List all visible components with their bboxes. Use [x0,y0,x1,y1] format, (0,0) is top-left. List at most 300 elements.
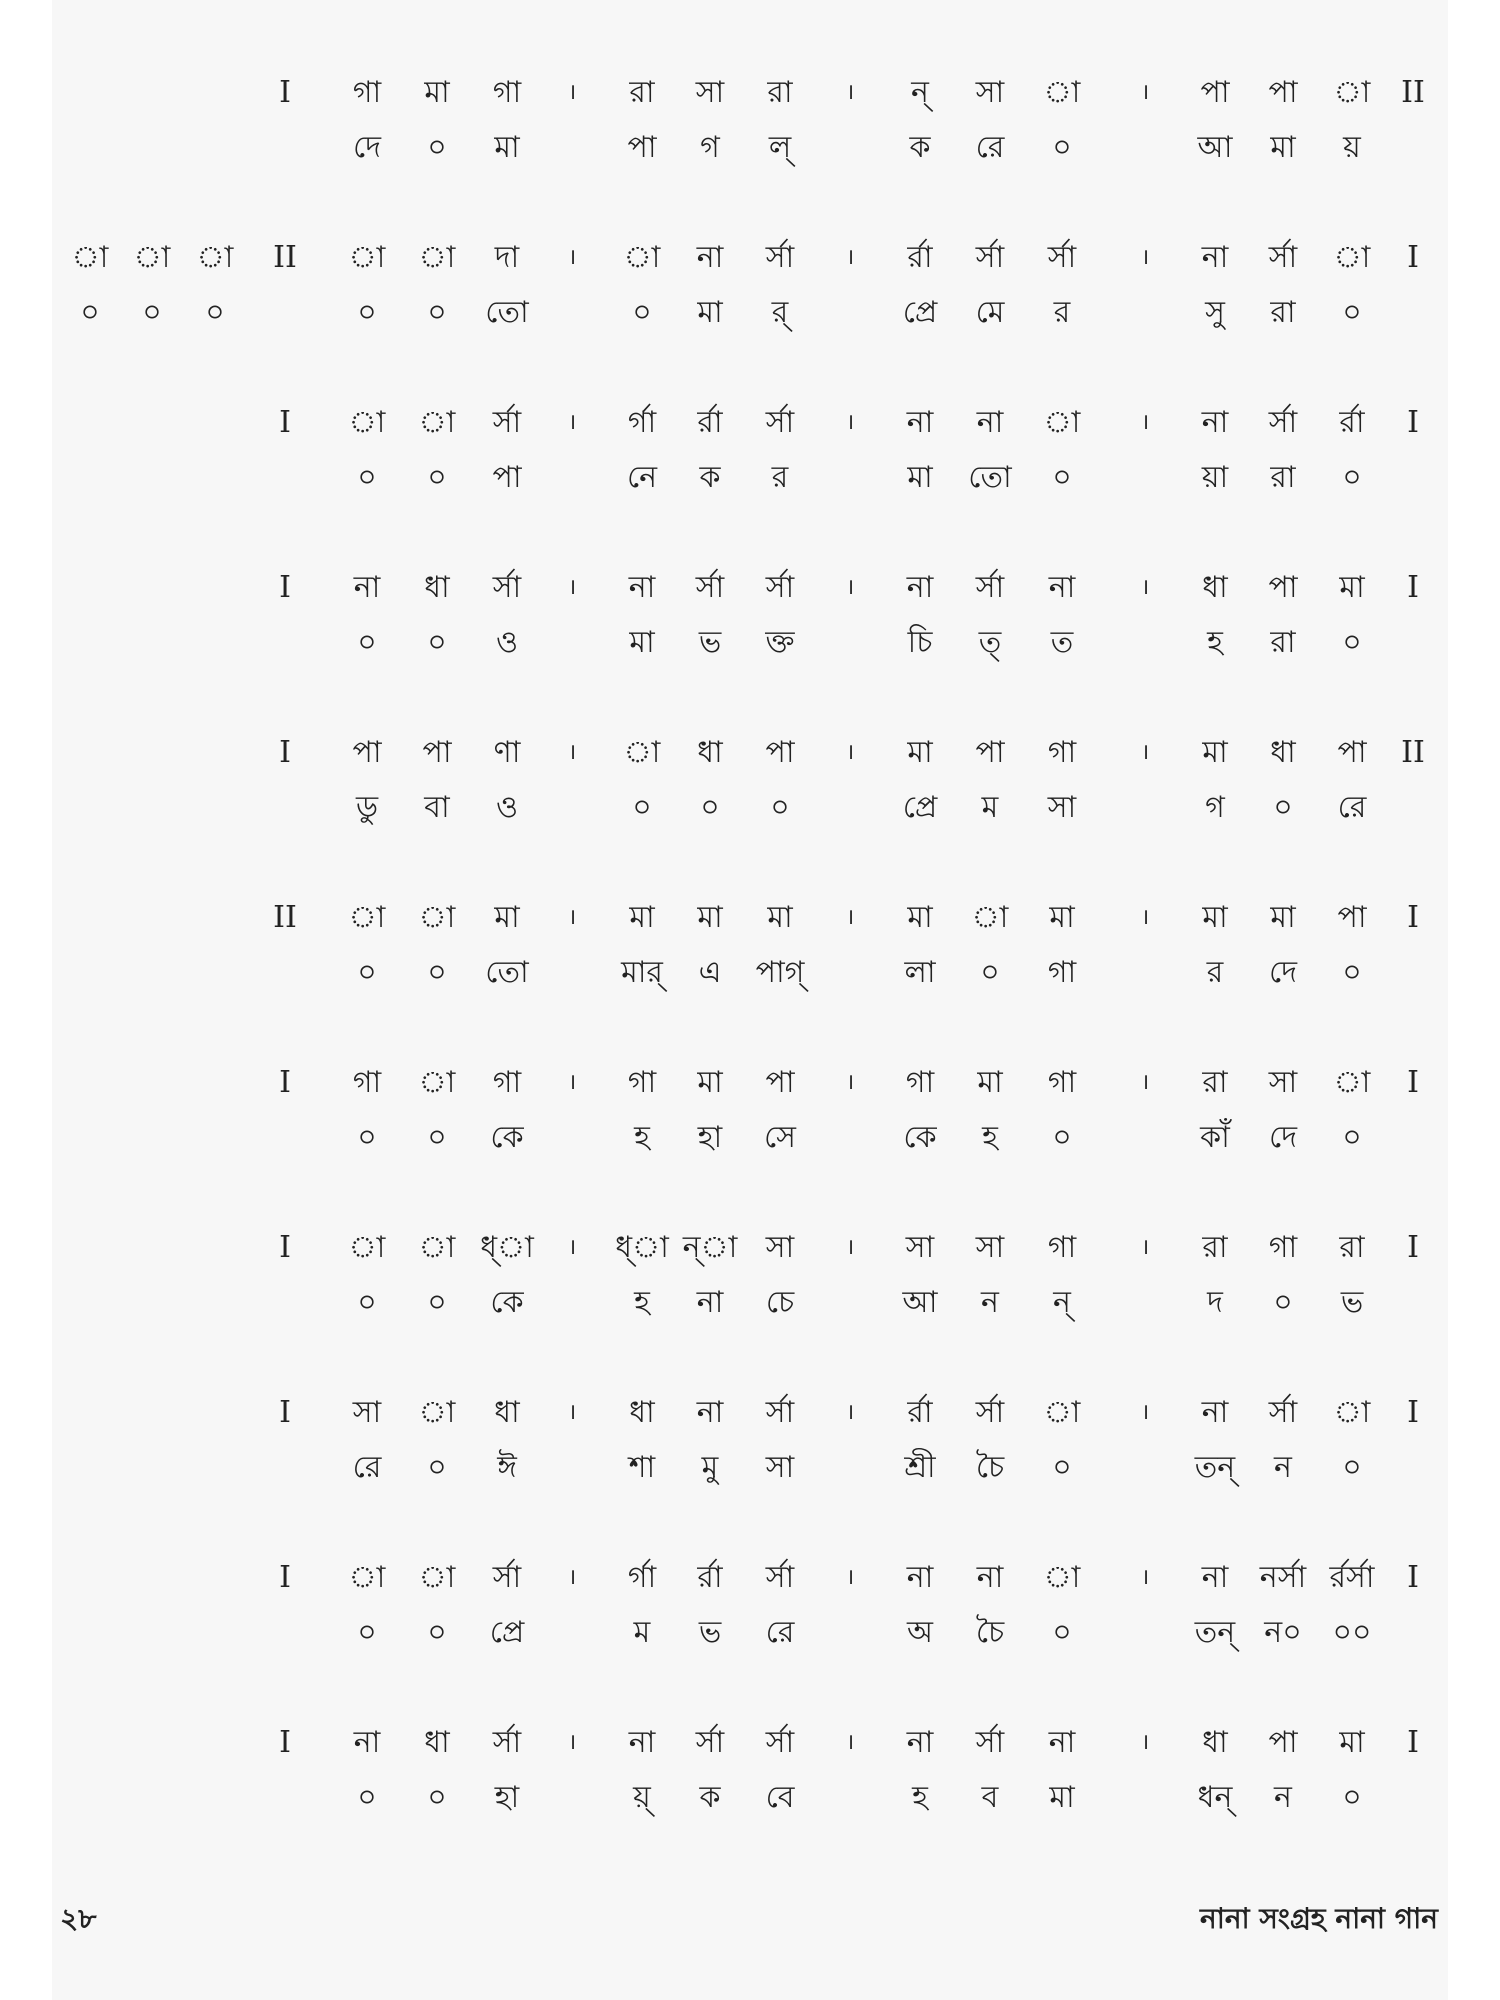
swara-note: গা [352,75,382,110]
lyric-syllable: ০ [357,1615,377,1650]
swara-note: র্সা [975,240,1005,275]
lyric-line [0,285,1500,341]
beat-divider: । [845,1235,855,1260]
lyric-syllable: নে [626,460,658,495]
bar-line: I [279,1395,291,1430]
beat-divider: । [1140,410,1150,435]
swara-note: না [1048,1725,1076,1760]
swara-note: মা [629,900,655,935]
lyric-syllable: রে [765,1615,795,1650]
lyric-syllable: মার্ [621,955,663,990]
swara-note: র্সা [765,570,795,605]
lyric-line [0,1110,1500,1166]
lyric-syllable: সে [764,1120,796,1155]
swara-note: পা [1337,735,1367,770]
swara-note: গা [1047,735,1077,770]
bar-line: I [279,1725,291,1760]
lyric-syllable: সা [1047,790,1077,825]
lyric-syllable: ০ [1273,790,1293,825]
swara-note: র্সা [975,1725,1005,1760]
swara-note: র্সা [975,570,1005,605]
beat-divider: । [567,905,577,930]
lyric-syllable: ০ [427,130,447,165]
swara-note: পা [352,735,382,770]
swara-note: র্সা [492,570,522,605]
lyric-syllable: ক [699,460,721,495]
lyric-syllable: ০ [357,1120,377,1155]
lyric-syllable: র [1206,955,1224,990]
beat-divider: । [567,1400,577,1425]
lyric-syllable: হ [634,1285,650,1320]
bar-line: I [279,570,291,605]
notation-row [0,395,1500,505]
lyric-syllable: চৈ [975,1450,1005,1485]
lyric-syllable: রে [975,130,1005,165]
bar-line: II [273,900,297,935]
swara-note: া [348,1560,386,1595]
lyric-syllable: চে [765,1285,795,1320]
lyric-syllable: র [771,460,789,495]
bar-line: I [1407,1395,1419,1430]
swara-note: র্রা [1339,405,1365,440]
swara-note: গা [627,1065,657,1100]
swara-note: া [348,240,386,275]
swara-note: মা [977,1065,1003,1100]
lyric-syllable: সু [1205,295,1225,330]
swara-line [0,1385,1500,1441]
swara-line [0,1055,1500,1111]
beat-divider: । [845,80,855,105]
lyric-syllable: হা [697,1120,723,1155]
lyric-syllable: ন০ [1264,1615,1302,1650]
swara-note: া [1333,240,1371,275]
swara-note: া [418,900,456,935]
lyric-syllable: ০ [1342,1450,1362,1485]
lyric-syllable: না [696,1285,724,1320]
swara-note: না [1201,1395,1229,1430]
swara-note: র্সা [765,405,795,440]
swara-note: র্সা [765,1725,795,1760]
lyric-syllable: ০ [427,1285,447,1320]
swara-note: ণা [493,735,521,770]
lyric-syllable: গা [1047,955,1077,990]
lyric-syllable: রা [1270,295,1296,330]
swara-note: া [1333,1065,1371,1100]
lyric-syllable: রে [352,1450,382,1485]
lyric-syllable: ভ [698,1615,722,1650]
swara-note: া [971,900,1009,935]
lyric-line [0,1770,1500,1826]
swara-note: দা [494,240,520,275]
bar-line: I [1407,1725,1419,1760]
lyric-syllable: ০ [142,295,162,330]
lyric-syllable: ত্ [978,625,1002,660]
lyric-syllable: ন [981,1285,999,1320]
swara-note: া [1333,75,1371,110]
beat-divider: । [845,1730,855,1755]
swara-note: র্সা [765,1395,795,1430]
swara-note: না [976,1560,1004,1595]
lyric-syllable: ০ [980,955,1000,990]
swara-note: মা [767,900,793,935]
beat-divider: । [845,740,855,765]
swara-note: না [1201,1560,1229,1595]
lyric-syllable: তো [968,460,1012,495]
bar-line: II [1401,735,1425,770]
swara-note: না [906,405,934,440]
swara-note: া [418,1065,456,1100]
lyric-syllable: ল্ [768,130,792,165]
lyric-syllable: ০ [427,295,447,330]
bar-line: II [273,240,297,275]
swara-note: সা [695,75,725,110]
beat-divider: । [1140,740,1150,765]
swara-note: পা [1268,570,1298,605]
lyric-syllable: ০ [632,295,652,330]
notation-row [0,560,1500,670]
lyric-syllable: মা [494,130,520,165]
lyric-syllable: ক [699,1780,721,1815]
lyric-syllable: মা [697,295,723,330]
lyric-syllable: রা [1270,625,1296,660]
swara-note: র্সা [695,1725,725,1760]
lyric-syllable: ০ [1342,1780,1362,1815]
lyric-line [0,120,1500,176]
lyric-syllable: ও [495,625,519,660]
swara-note: া [418,405,456,440]
swara-note: না [696,240,724,275]
swara-note: র্রর্সা [1329,1560,1375,1595]
swara-note: সা [1268,1065,1298,1100]
swara-line [0,890,1500,946]
swara-note: পা [1200,75,1230,110]
lyric-syllable: মে [975,295,1005,330]
swara-note: ধা [629,1395,655,1430]
lyric-syllable: তন্ [1194,1450,1236,1485]
lyric-syllable: মু [701,1450,719,1485]
beat-divider: । [567,1235,577,1260]
lyric-syllable: মা [1270,130,1296,165]
swara-note: না [906,1725,934,1760]
lyric-line [0,1440,1500,1496]
swara-note: া [1043,75,1081,110]
bar-line: I [1407,900,1419,935]
swara-note: মা [1049,900,1075,935]
beat-divider: । [567,1565,577,1590]
lyric-syllable: প্রে [489,1615,525,1650]
swara-note: া [1333,1395,1371,1430]
lyric-syllable: ন [1274,1780,1292,1815]
swara-note: া [418,1230,456,1265]
swara-note: র্রা [697,1560,723,1595]
lyric-line [0,615,1500,671]
notation-row [0,1055,1500,1165]
lyric-syllable: ০০ [1332,1615,1372,1650]
swara-note: গা [492,75,522,110]
lyric-syllable: হ [982,1120,998,1155]
beat-divider: । [567,1730,577,1755]
swara-note: পা [1268,1725,1298,1760]
swara-note: না [1201,405,1229,440]
lyric-syllable: তন্ [1194,1615,1236,1650]
swara-note: া [418,1395,456,1430]
beat-divider: । [845,410,855,435]
lyric-syllable: ০ [357,1780,377,1815]
lyric-syllable: আ [902,1285,938,1320]
swara-note: র্রা [907,1395,933,1430]
lyric-syllable: হা [494,1780,520,1815]
swara-note: র্সা [1047,240,1077,275]
swara-note: ন্া [682,1230,738,1265]
lyric-syllable: বা [424,790,450,825]
lyric-syllable: আ [1197,130,1233,165]
swara-note: না [1201,240,1229,275]
beat-divider: । [567,80,577,105]
notation-row [0,1550,1500,1660]
lyric-syllable: ধন্ [1197,1780,1233,1815]
swara-note: মা [907,900,933,935]
lyric-syllable: য়্ [633,1780,651,1815]
swara-note: না [628,1725,656,1760]
lyric-syllable: ডু [355,790,379,825]
lyric-syllable: ভ [1340,1285,1364,1320]
beat-divider: । [567,740,577,765]
beat-divider: । [1140,1235,1150,1260]
bar-line: I [279,735,291,770]
lyric-syllable: কে [903,1120,937,1155]
lyric-syllable: ০ [357,1285,377,1320]
swara-line [0,1550,1500,1606]
swara-note: া [348,405,386,440]
beat-divider: । [845,575,855,600]
bar-line: I [1407,570,1419,605]
notation-row [0,1715,1500,1825]
lyric-syllable: য় [1343,130,1361,165]
lyric-syllable: দে [353,130,381,165]
swara-note: র্সা [492,405,522,440]
lyric-syllable: হ [634,1120,650,1155]
bar-line: I [279,405,291,440]
lyric-syllable: ০ [770,790,790,825]
swara-note: না [976,405,1004,440]
lyric-line [0,945,1500,1001]
swara-note: মা [1202,735,1228,770]
swara-note: রা [767,75,793,110]
swara-note: গা [492,1065,522,1100]
swara-note: া [133,240,171,275]
swara-note: মা [1339,570,1365,605]
swara-note: ধা [494,1395,520,1430]
lyric-syllable: কে [490,1120,524,1155]
lyric-line [0,450,1500,506]
lyric-syllable: অ [907,1615,933,1650]
swara-line [0,560,1500,616]
bar-line: I [279,1065,291,1100]
beat-divider: । [845,245,855,270]
swara-note: ধা [1202,1725,1228,1760]
lyric-syllable: ০ [427,1780,447,1815]
beat-divider: । [845,1565,855,1590]
lyric-syllable: পা [627,130,657,165]
lyric-syllable: লা [904,955,936,990]
swara-line [0,1220,1500,1276]
lyric-syllable: ক [909,130,931,165]
lyric-syllable: ০ [427,625,447,660]
lyric-syllable: ০ [1052,1120,1072,1155]
swara-note: ধা [424,570,450,605]
beat-divider: । [1140,575,1150,600]
swara-note: না [353,1725,381,1760]
lyric-syllable: ম [633,1615,651,1650]
swara-note: র্সা [492,1560,522,1595]
swara-note: গা [1268,1230,1298,1265]
lyric-syllable: ০ [427,1615,447,1650]
swara-note: র্সা [1268,1395,1298,1430]
bar-line: I [279,75,291,110]
swara-note: া [348,900,386,935]
swara-note: া [71,240,109,275]
swara-note: পা [422,735,452,770]
lyric-syllable: রা [1270,460,1296,495]
beat-divider: । [1140,1730,1150,1755]
swara-note: রা [629,75,655,110]
bar-line: I [1407,405,1419,440]
lyric-syllable: ন্ [1053,1285,1071,1320]
lyric-syllable: ম [981,790,999,825]
lyric-syllable: ত [1050,625,1074,660]
lyric-syllable: ০ [632,790,652,825]
notation-row [0,65,1500,175]
lyric-syllable: প্রে [902,295,938,330]
swara-note: ধা [1202,570,1228,605]
bar-line: I [1407,1560,1419,1595]
lyric-syllable: কাঁ [1200,1120,1230,1155]
swara-note: সা [765,1230,795,1265]
beat-divider: । [845,1400,855,1425]
beat-divider: । [1140,1070,1150,1095]
lyric-syllable: ০ [427,1450,447,1485]
swara-note: গা [1047,1065,1077,1100]
swara-note: া [418,1560,456,1595]
lyric-syllable: ০ [357,625,377,660]
lyric-syllable: র্ [771,295,789,330]
lyric-syllable: গ [1205,790,1225,825]
lyric-syllable: র [1053,295,1071,330]
swara-note: রা [1339,1230,1365,1265]
lyric-syllable: ক্ত [765,625,795,660]
swara-note: মা [1339,1725,1365,1760]
lyric-syllable: চৈ [975,1615,1005,1650]
lyric-syllable: পাগ্ [755,955,805,990]
lyric-syllable: ০ [1273,1285,1293,1320]
lyric-syllable: ০ [357,460,377,495]
swara-note: গা [1047,1230,1077,1265]
swara-note: নর্সা [1259,1560,1307,1595]
swara-note: ধ্া [615,1230,669,1265]
bar-line: II [1401,75,1425,110]
swara-note: া [1043,1395,1081,1430]
beat-divider: । [845,1070,855,1095]
lyric-syllable: ০ [357,955,377,990]
lyric-syllable: ০ [205,295,225,330]
swara-note: র্রা [697,405,723,440]
lyric-syllable: রে [1337,790,1367,825]
lyric-syllable: ০ [80,295,100,330]
lyric-syllable: প্রে [902,790,938,825]
lyric-syllable: ০ [1342,1120,1362,1155]
lyric-syllable: ব [981,1780,999,1815]
lyric-syllable: ঈ [497,1450,517,1485]
lyric-syllable: ০ [427,955,447,990]
bar-line: I [279,1230,291,1265]
lyric-syllable: ০ [1052,1450,1072,1485]
swara-note: ধ্া [480,1230,534,1265]
lyric-syllable: ভ [698,625,722,660]
swara-note: র্রা [907,240,933,275]
swara-line [0,230,1500,286]
beat-divider: । [1140,1565,1150,1590]
swara-note: গা [352,1065,382,1100]
book-title: নানা সংগ্রহ নানা গান [1200,1902,1438,1935]
lyric-syllable: সা [765,1450,795,1485]
lyric-line [0,1605,1500,1661]
swara-note: র্সা [975,1395,1005,1430]
lyric-syllable: চি [907,625,933,660]
swara-note: না [696,1395,724,1430]
lyric-syllable: এ [698,955,722,990]
notation-row [0,890,1500,1000]
swara-note: মা [1202,900,1228,935]
swara-line [0,395,1500,451]
swara-note: পা [975,735,1005,770]
swara-note: মা [907,735,933,770]
swara-note: সা [352,1395,382,1430]
lyric-syllable: দে [1269,1120,1297,1155]
swara-note: পা [765,735,795,770]
notation-row [0,725,1500,835]
bar-line: I [279,1560,291,1595]
lyric-line [0,1275,1500,1331]
lyric-syllable: ০ [700,790,720,825]
lyric-syllable: ০ [1052,1615,1072,1650]
beat-divider: । [567,410,577,435]
swara-note: ধা [697,735,723,770]
swara-note: র্সা [1268,405,1298,440]
lyric-syllable: ন [1274,1450,1292,1485]
bar-line: I [1407,1065,1419,1100]
lyric-syllable: পা [492,460,522,495]
swara-line [0,65,1500,121]
swara-note: পা [1268,75,1298,110]
lyric-syllable: য়া [1201,460,1229,495]
swara-line [0,1715,1500,1771]
lyric-syllable: মা [629,625,655,660]
swara-note: া [196,240,234,275]
lyric-syllable: দ [1207,1285,1223,1320]
beat-divider: । [567,1070,577,1095]
swara-note: ন্ [911,75,929,110]
swara-note: পা [765,1065,795,1100]
swara-note: সা [975,1230,1005,1265]
lyric-syllable: ০ [427,460,447,495]
swara-note: না [628,570,656,605]
lyric-syllable: তো [485,295,529,330]
bar-line: I [1407,1230,1419,1265]
swara-note: না [906,570,934,605]
swara-line [0,725,1500,781]
lyric-syllable: ০ [1342,955,1362,990]
swara-note: পা [1337,900,1367,935]
